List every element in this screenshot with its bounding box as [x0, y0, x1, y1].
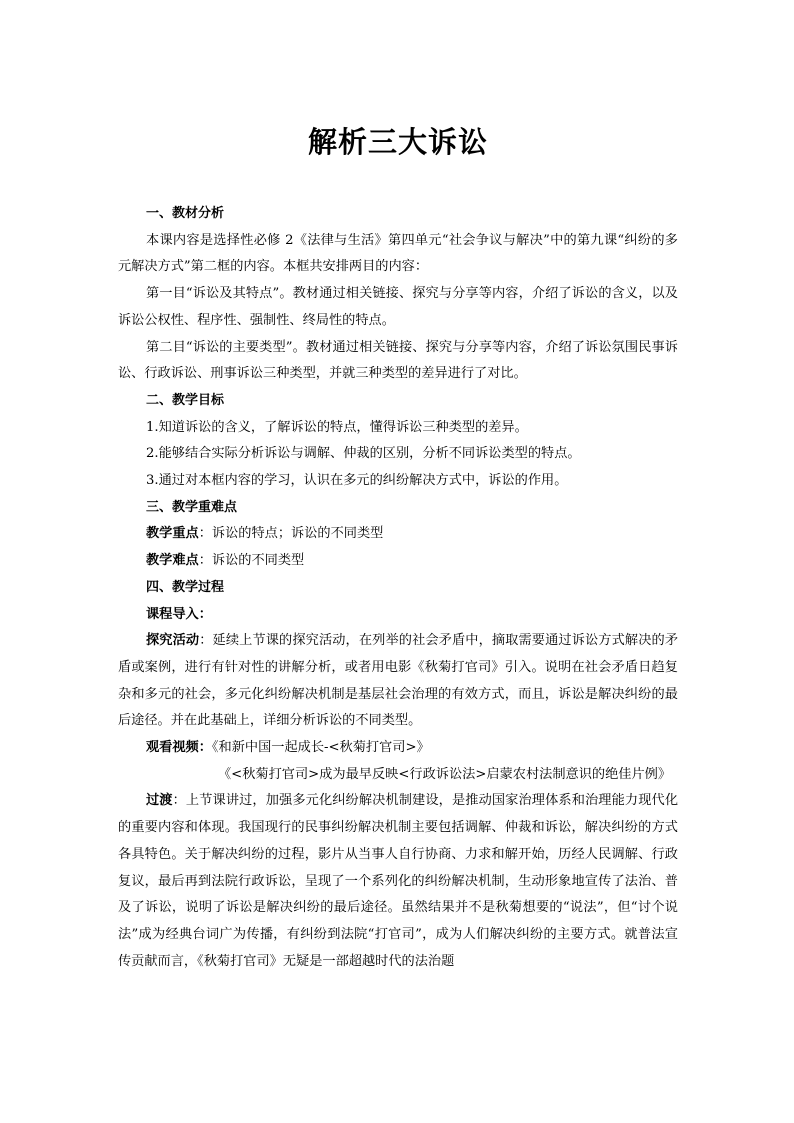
paragraph-explore-activity — [118, 628, 678, 735]
explore-activity-text: ：延续上节课的探究活动，在列举的社会矛盾中，摘取需要通过诉讼方式解决的矛盾或案例，进行有针对性的讲解分析，或者用电影《秋菊打官司》引入。说明在社会矛盾日趋复杂和多元的社会，多元化纠纷解决机制是基层社会治理的有效方式，而且，诉讼是解决纠纷的最后途径。并在此基础上，详细分析诉讼的不同类型。 — [118, 633, 679, 729]
explore-activity-label: 探究活动 — [146, 633, 200, 649]
key-point-label: 教学重点 — [146, 526, 199, 542]
key-point-text: ：诉讼的特点；诉讼的不同类型 — [198, 526, 384, 542]
course-intro-line — [118, 602, 678, 629]
paragraph-topic-one: 第一目“诉讼及其特点”。教材通过相关链接、探究与分享等内容，介绍了诉讼的含义，以及诉讼公权性、程序性、强制性、终局性的特点。 — [118, 286, 678, 328]
key-point-line — [118, 521, 678, 548]
goal-item-3: 3.通过对本框内容的学习，认识在多元的纠纷解决方式中，诉讼的作用。 — [146, 473, 568, 489]
section-heading-process: 四、教学过程 — [146, 579, 225, 595]
paragraph-transition — [118, 788, 678, 975]
paragraph-topic-two: 第二目“诉讼的主要类型”。教材通过相关链接、探究与分享等内容，介绍了诉讼氛围民事诉讼、行政诉讼、刑事诉讼三种类型，并就三种类型的差异进行了对比。 — [118, 339, 678, 382]
difficult-point-line — [118, 548, 678, 575]
goal-item-2: 2.能够结合实际分析诉讼与调解、仲裁的区别，分析不同诉讼类型的特点。 — [146, 446, 581, 462]
course-intro-label: 课程导入： — [146, 606, 212, 622]
video-line-1 — [118, 735, 678, 762]
section-heading-key-points: 三、教学重难点 — [146, 499, 238, 515]
video-label: 观看视频： — [146, 740, 212, 756]
transition-label: 过渡 — [146, 793, 173, 809]
section-heading-analysis: 一、教材分析 — [146, 206, 225, 221]
paragraph-overview: 本课内容是选择性必修 2《法律与生活》第四单元“社会争议与解决”中的第九课“纠纷的多元解决方式”第二框的内容。本框共安排两目的内容： — [118, 232, 678, 275]
document-body — [118, 201, 678, 975]
video-title-1: 《和新中国一起成长-<秋菊打官司>》 — [211, 740, 430, 756]
video-title-2: 《<秋菊打官司>成为最早反映<行政诉讼法>启蒙农村法制意识的绝佳片例》 — [218, 766, 672, 782]
transition-text: ：上节课讲过，加强多元化纠纷解决机制建设，是推动国家治理体系和治理能力现代化的重要内容和体现。我国现行的民事纠纷解决机制主要包括调解、仲裁和诉讼，解决纠纷的方式各具特色。关于解决纠纷的过程，影片从当事人自行协商、力求和解开始，历经人民调解、行政复议，最后再到法院行政诉讼，呈现了一个系列化的纠纷解决机制，生动形象地宣传了法治、普及了诉讼，说明了诉讼是解决纠纷的最后途径。虽然结果并不是秋菊想要的“说法”，但“讨个说法”成为经典台词广为传播，有纠纷到法院“打官司”，成为人们解决纠纷的主要方式。就普法宣传贡献而言，《秋菊打官司》无疑是一部超越时代的法治题 — [118, 793, 679, 969]
difficult-point-text: ：诉讼的不同类型 — [198, 553, 305, 569]
document-title: 解析三大诉讼 — [307, 125, 488, 159]
difficult-point-label: 教学难点 — [146, 553, 199, 569]
section-heading-goals: 二、教学目标 — [146, 392, 225, 408]
goal-item-1: 1.知道诉讼的含义，了解诉讼的特点，懂得诉讼三种类型的差异。 — [146, 419, 528, 435]
